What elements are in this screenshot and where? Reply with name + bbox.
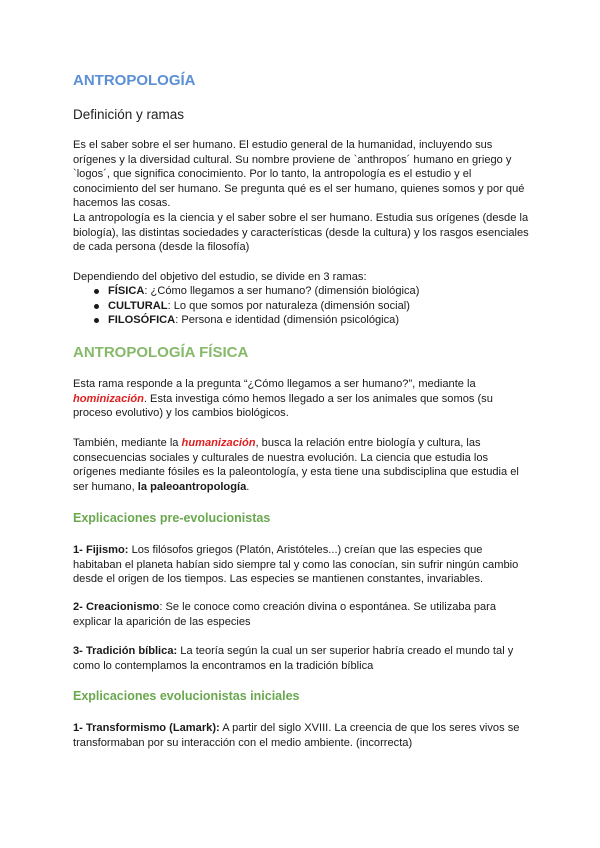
item-term: 1- Transformismo (Lamark): [73, 722, 220, 734]
item-term: 1- Fijismo: [73, 544, 129, 556]
branch-text: : Persona e identidad (dimensión psicológica) [175, 314, 400, 327]
branches-list [73, 284, 419, 328]
term-hominizacion: hominización [73, 392, 144, 405]
item-text: : Se le conoce como creación divina o espontánea. Se utilizaba para explicar la aparición de las especies [73, 601, 497, 628]
item-term: 2- Creacionismo [73, 601, 160, 613]
list-item [73, 313, 419, 328]
intro-paragraph-2: La antropología es la ciencia y el saber sobre el ser humano. Estudia sus orígenes (desde la biología), las distintas sociedades y características (desde la cultura) y los rasgos esenciales de cada persona (desde la filosofía) [73, 212, 529, 254]
text-run: Esta rama responde a la pregunta “¿Cómo llegamos a ser humano?”, mediante la [73, 378, 476, 390]
section-heading-evo: Explicaciones evolucionistas iniciales [73, 689, 300, 703]
pre-item-1 [73, 543, 533, 587]
item-term: 3- Tradición bíblica: [73, 645, 178, 657]
branch-term: FILOSÓFICA [108, 314, 176, 327]
intro-paragraph-3: Dependiendo del objetivo del estudio, se divide en 3 ramas: [73, 271, 367, 283]
term-humanizacion: humanización [181, 437, 256, 449]
term-paleoantropologia: la paleoantropología [137, 480, 247, 493]
fisica-paragraph-1 [73, 377, 533, 421]
item-text: A partir del siglo XVIII. La creencia de que los seres vivos se transformaban por su interacción con el medio ambiente. (incorrecta) [73, 722, 520, 749]
text-run: . [246, 480, 250, 493]
section-heading-pre: Explicaciones pre-evolucionistas [73, 511, 271, 525]
branch-term: FÍSICA [108, 285, 145, 297]
branch-term: CULTURAL [108, 299, 168, 312]
evo-item-1 [73, 721, 533, 750]
text-run: . Esta investiga cómo hemos llegado a ser los animales que somos (su proceso evolutivo) y los cambios biológicos. [73, 392, 493, 420]
pre-item-2 [73, 600, 533, 629]
section-heading-fisica: ANTROPOLOGÍA FÍSICA [73, 344, 249, 361]
pre-item-3 [73, 644, 533, 673]
page-title: ANTROPOLOGÍA [73, 72, 196, 89]
item-text: Los filósofos griegos (Platón, Aristóteles...) creían que las especies que habitaban el planeta habían sido siempre tal y como las conocían, sin sufrir ningún cambio desde el origen de los tiempos. Las especies se mantienen constantes, invariables. [73, 544, 519, 586]
section-subtitle: Definición y ramas [73, 107, 185, 122]
item-text: La teoría según la cual un ser superior habría creado el mundo tal y como lo contemplamos la encontramos en la tradición bíblica [73, 645, 514, 672]
list-item [73, 299, 419, 314]
branch-text: : ¿Cómo llegamos a ser humano? (dimensión biológica) [144, 285, 420, 297]
fisica-paragraph-2 [73, 436, 533, 494]
text-run: También, mediante la [73, 437, 182, 449]
text-run: , busca la relación entre biología y cultura, las consecuencias sociales y culturales de nuestra evolución. La ciencia que estudia los orígenes mediante fósiles es la paleontología, y esta tiene una subdisciplina que estudia el ser humano, [73, 437, 519, 493]
list-item [73, 284, 419, 299]
branch-text: : Lo que somos por naturaleza (dimensión social) [167, 299, 410, 312]
intro-paragraph-1: Es el saber sobre el ser humano. El estudio general de la humanidad, incluyendo sus orígenes y la diversidad cultural. Su nombre proviene de `anthropos´ humano en griego y `logos´, que significa conocimiento. Por lo tanto, la antropología es el estudio y el conocimiento del ser humano. Se pregunta qué es el ser humano, quienes somos y por qué hacemos las cosas. [73, 139, 525, 210]
